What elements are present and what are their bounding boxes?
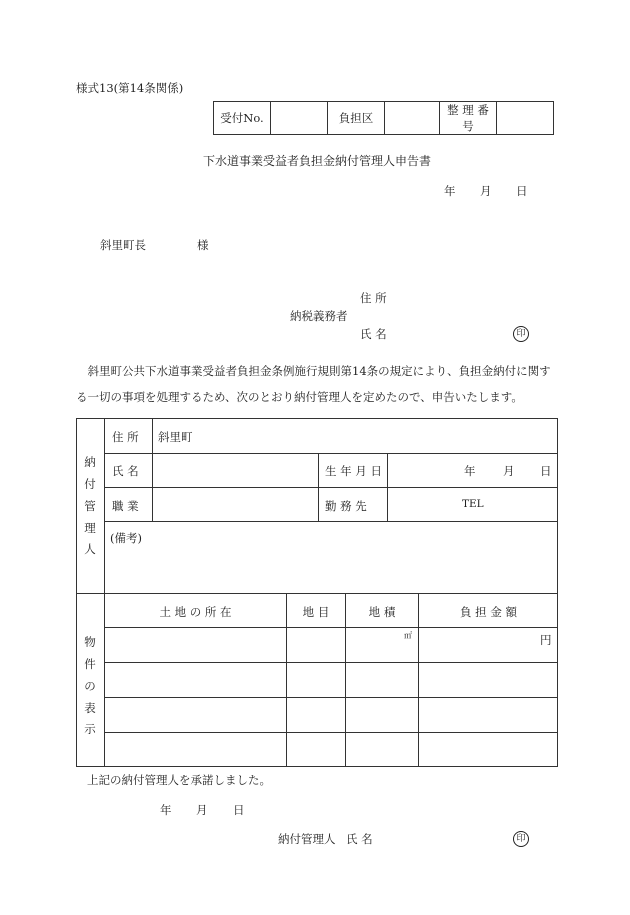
col-location-header: 土 地 の 所 在 <box>159 605 232 619</box>
manager-name-label: 氏 名 <box>112 464 139 478</box>
manager-address-value[interactable]: 斜里町 <box>158 430 193 444</box>
date-month: 月 <box>480 184 492 198</box>
date-day: 日 <box>516 184 528 198</box>
serial-label: 整 理 番 号 <box>440 102 497 135</box>
receipt-no-field[interactable] <box>271 102 328 135</box>
manager-birth-month: 月 <box>503 464 515 478</box>
manager-tel-label: TEL <box>462 498 484 510</box>
property-row[interactable] <box>106 699 284 730</box>
seal-icon: 印 <box>513 326 529 342</box>
district-label: 負担区 <box>328 102 385 135</box>
approval-signer-label: 納付管理人 <box>278 832 336 846</box>
taxpayer-name-label: 氏 名 <box>360 327 387 341</box>
seal-icon: 印 <box>513 831 529 847</box>
manager-remarks-field[interactable] <box>108 545 554 590</box>
col-amount-header: 負 担 金 額 <box>460 605 517 619</box>
property-row[interactable] <box>106 664 284 695</box>
property-row[interactable] <box>106 629 284 660</box>
property-side-label: 物件の表示 <box>84 635 96 737</box>
taxpayer-address-label: 住 所 <box>360 291 387 305</box>
col-area-header: 地 積 <box>368 605 396 619</box>
date-year: 年 <box>444 184 456 198</box>
manager-birth-day: 日 <box>540 464 552 478</box>
amount-unit: 円 <box>540 633 552 647</box>
district-field[interactable] <box>385 102 440 135</box>
approval-month: 月 <box>196 803 208 817</box>
col-land-type-header: 地 目 <box>302 605 330 619</box>
taxpayer-seal <box>513 325 529 342</box>
manager-address-label: 住 所 <box>112 430 139 444</box>
area-unit: ㎡ <box>404 631 412 640</box>
property-row[interactable] <box>106 734 284 765</box>
body-text: 斜里町公共下水道事業受益者負担金条例施行規則第14条の規定により、負担金納付に関する一切の事項を処理するため、次のとおり納付管理人を定めたので、申告いたします。 <box>76 364 551 404</box>
page-title: 下水道事業受益者負担金納付管理人申告書 <box>203 154 432 168</box>
manager-job-field[interactable] <box>156 490 316 518</box>
form-label: 様式13(第14条関係) <box>76 81 184 95</box>
approval-text: 上記の納付管理人を承諾しました。 <box>87 773 271 787</box>
taxpayer-role-label: 納税義務者 <box>290 309 348 323</box>
addressee-honorific: 様 <box>197 238 209 252</box>
manager-side-label: 納付管理人 <box>84 455 96 557</box>
manager-birth-label: 生 年 月 日 <box>325 464 382 478</box>
addressee-name: 斜里町長 <box>100 238 146 252</box>
manager-job-label: 職 業 <box>112 499 139 513</box>
approval-day: 日 <box>233 803 245 817</box>
serial-field[interactable] <box>497 102 554 135</box>
approval-name-label: 氏 名 <box>346 832 373 846</box>
receipt-box <box>213 101 554 135</box>
manager-remarks-label: (備考) <box>110 531 142 545</box>
receipt-no-label: 受付No. <box>214 102 271 135</box>
manager-birth-year: 年 <box>464 464 476 478</box>
manager-name-field[interactable] <box>156 456 316 484</box>
manager-workplace-label: 勤 務 先 <box>325 499 367 513</box>
approval-year: 年 <box>160 803 172 817</box>
approval-seal <box>513 830 529 847</box>
